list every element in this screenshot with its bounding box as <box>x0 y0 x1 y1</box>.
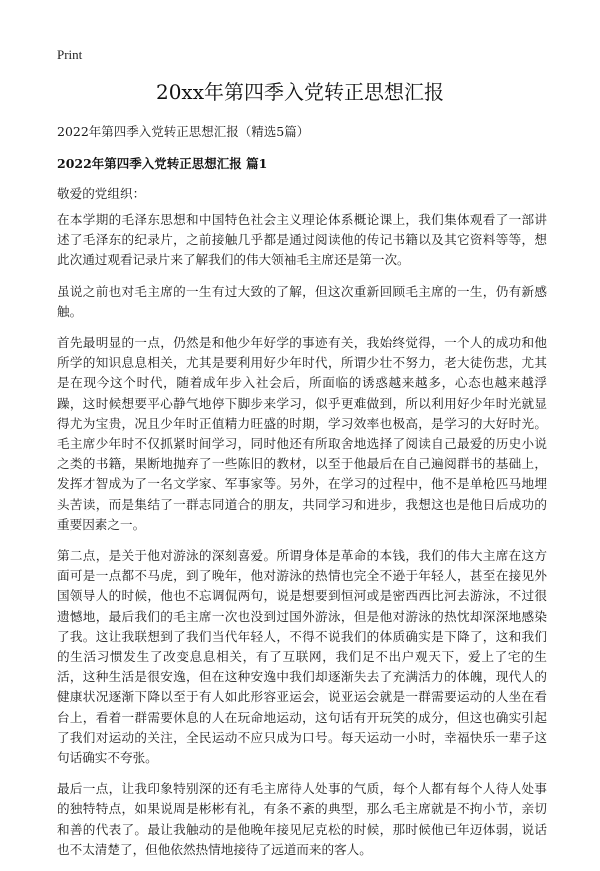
paragraph-4: 第二点，是关于他对游泳的深刻喜爱。所谓身体是革命的本钱，我们的伟大主席在这方面可是一点都不马虎，到了晚年，他对游泳的热情也完全不逊于年轻人，甚至在接见外国领导人的时候，他也不忘调侃两句，说是想要到恒河或是密西西比河去游泳，不过很遗憾地，最后我们的毛主席一次也没到过国外游泳，但是他对游泳的热忱却深深地感染了我。这让我联想到了我们当代年轻人，不得不说我们的体质确实是下降了，这和我们的生活习惯发生了改变息息相关，有了互联网，我们足不出户观天下，爱上了宅的生活，这种生活是很安逸，但在这种安逸中我们却逐渐失去了充满活力的体魄，现代人的健康状况逐渐下降以至于有人如此形容亚运会，说亚运会就是一群需要运动的人坐在看台上，看着一群需要休息的人在玩命地运动，这句话有开玩笑的成分，但这也确实引起了我们对运动的关注，全民运动不应只成为口号。每天运动一小时，幸福快乐一辈子这句话确实不夸张。 <box>57 548 547 766</box>
paragraph-5: 最后一点，让我印象特别深的还有毛主席待人处事的气质，每个人都有每个人待人处事的独特特点，如果说周是彬彬有礼，有条不紊的典型，那么毛主席就是不拘小节，亲切和善的代表了。最让我触动的是他晚年接见尼克松的时候，那时候他已年迈体弱，说话也不太清楚了，但他依然热情地接待了远道而来的客人。 <box>57 781 547 857</box>
document-title: 20xx年第四季入党转正思想汇报 <box>155 80 444 104</box>
body-text <box>57 210 547 871</box>
paragraph-3: 首先最明显的一点，仍然是和他少年好学的事迹有关，我始终觉得，一个人的成功和他所学的知识息息相关，尤其是要利用好少年时代，所谓少壮不努力，老大徒伤悲，尤其是在现今这个时代，随着成年步入社会后，所面临的诱惑越来越多，心态也越来越浮躁，这时候想要平心静气地停下脚步来学习，似乎更难做到，所以利用好少年时光就显得尤为宝贵，况且少年时正值精力旺盛的时期，学习效率也极高，是学习的大好时光。毛主席少年时不仅抓紧时间学习，同时他还有所取舍地选择了阅读自己最爱的历史小说之类的书籍，果断地抛弃了一些陈旧的教材，以至于他最后在自己遍阅群书的基础上，发挥才智成为了一名文学家、军事家等。另外，在学习的过程中，他不是单枪匹马地埋头苦读，而是集结了一群志同道合的朋友，共同学习和进步，我想这也是他日后成功的重要因素之一。 <box>57 335 547 532</box>
print-link[interactable]: Print <box>57 47 83 62</box>
paragraph-1: 在本学期的毛泽东思想和中国特色社会主义理论体系概论课上，我们集体观看了一部讲述了毛泽东的纪录片，之前接触几乎都是通过阅读他的传记书籍以及其它资料等等，想此次通过观看记录片来了解我们的伟大领袖毛主席还是第一次。 <box>57 212 547 268</box>
paragraph-2: 虽说之前也对毛主席的一生有过大致的了解，但这次重新回顾毛主席的一生，仍有新感触。 <box>57 283 547 319</box>
section-heading: 2022年第四季入党转正思想汇报 篇1 <box>57 156 268 171</box>
salutation: 敬爱的党组织： <box>57 186 146 201</box>
document-subtitle: 2022年第四季入党转正思想汇报（精选5篇） <box>57 124 310 139</box>
